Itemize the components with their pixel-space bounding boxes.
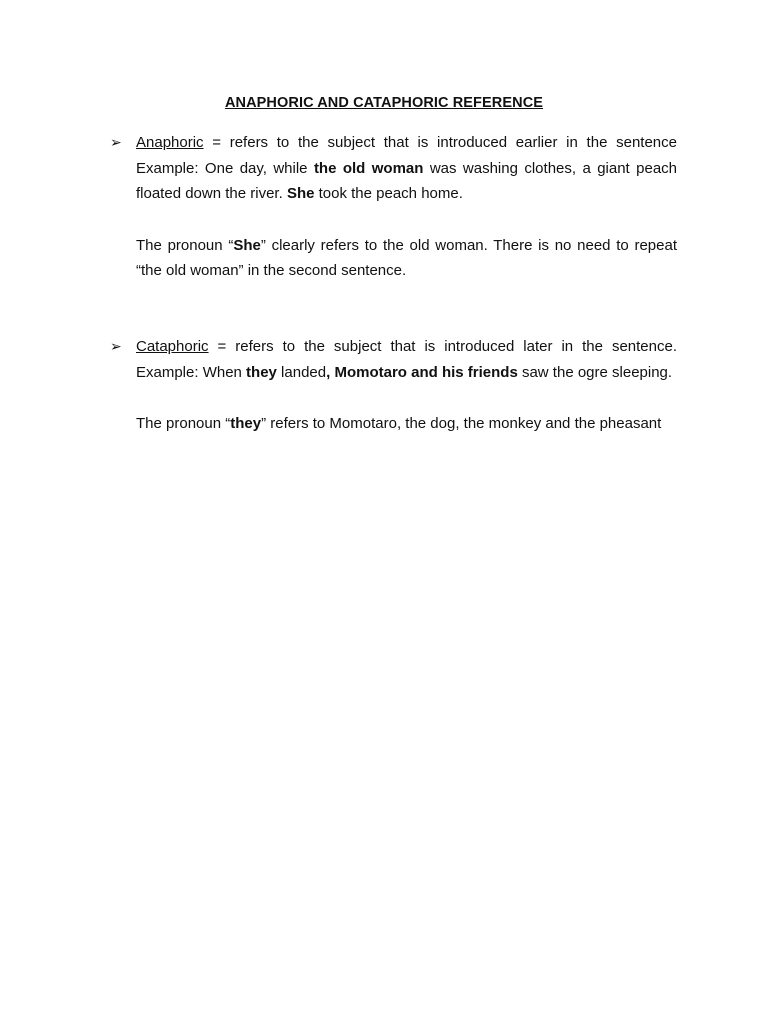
anaphoric-definition: = refers to the subject that is introduced earlier in the sentence <box>203 134 677 151</box>
cataphoric-example-bold-subject: , Momotaro and his friends <box>326 363 518 381</box>
cataphoric-note-suffix: ” refers to Momotaro, the dog, the monkey and the pheasant <box>261 415 662 432</box>
cataphoric-paragraph <box>136 334 677 385</box>
cataphoric-section <box>110 334 677 437</box>
anaphoric-note-prefix: The pronoun “ <box>136 236 234 254</box>
cataphoric-note-prefix: The pronoun “ <box>136 415 231 432</box>
anaphoric-paragraph <box>136 130 677 207</box>
cataphoric-example-middle: landed <box>276 363 327 381</box>
cataphoric-note <box>136 411 677 437</box>
anaphoric-note <box>136 233 677 284</box>
cataphoric-example-bold-pronoun: they <box>246 363 277 381</box>
anaphoric-example-middle: was washing clothes, a giant peach floated down the river. <box>136 159 677 202</box>
anaphoric-example-bold-pronoun: She <box>286 185 315 202</box>
arrow-bullet-icon: ➢ <box>110 134 122 150</box>
cataphoric-definition: = refers to the subject that is introduced later in the sentence. <box>208 338 677 355</box>
cataphoric-example-suffix: saw the ogre sleeping. <box>517 363 673 381</box>
anaphoric-note-suffix: ” clearly refers to the old woman. There is no need to repeat “the old woman” in the second sentence. <box>136 236 677 279</box>
anaphoric-section <box>110 130 677 284</box>
arrow-bullet-icon: ➢ <box>110 338 122 354</box>
anaphoric-example-suffix: took the peach home. <box>314 185 463 202</box>
cataphoric-note-pronoun: they <box>230 415 262 432</box>
cataphoric-example-prefix: Example: When <box>136 363 247 381</box>
page-title: ANAPHORIC AND CATAPHORIC REFERENCE <box>224 95 544 111</box>
anaphoric-note-pronoun: She <box>233 236 261 254</box>
anaphoric-term: Anaphoric <box>136 134 204 151</box>
anaphoric-example-bold-subject: the old woman <box>313 159 424 177</box>
cataphoric-term: Cataphoric <box>136 338 209 355</box>
anaphoric-example-prefix: Example: One day, while <box>136 159 314 177</box>
